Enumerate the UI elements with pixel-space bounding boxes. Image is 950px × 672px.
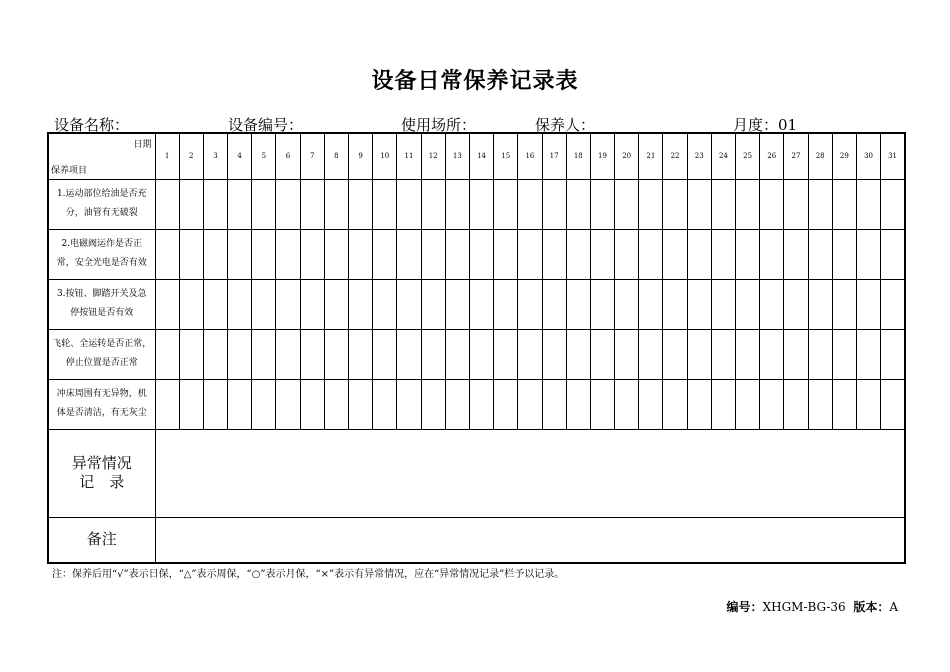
check-cell[interactable] — [566, 229, 590, 279]
check-cell[interactable] — [203, 229, 227, 279]
check-cell[interactable] — [469, 329, 493, 379]
check-cell[interactable] — [881, 329, 905, 379]
check-cell[interactable] — [397, 329, 421, 379]
day-header-10: 10 — [373, 133, 397, 179]
check-cell[interactable] — [324, 179, 348, 229]
check-cell[interactable] — [373, 329, 397, 379]
check-cell[interactable] — [639, 379, 663, 429]
check-cell[interactable] — [590, 179, 614, 229]
check-cell[interactable] — [639, 279, 663, 329]
check-cell[interactable] — [615, 379, 639, 429]
maintainer-label: 保养人： — [535, 116, 596, 134]
check-cell[interactable] — [542, 179, 566, 229]
check-cell[interactable] — [881, 379, 905, 429]
check-cell[interactable] — [784, 229, 808, 279]
check-cell[interactable] — [736, 229, 760, 279]
check-cell[interactable] — [542, 329, 566, 379]
item-row — [48, 179, 905, 229]
check-cell[interactable] — [397, 279, 421, 329]
check-cell[interactable] — [494, 379, 518, 429]
check-cell[interactable] — [711, 279, 735, 329]
day-header-1: 1 — [155, 133, 179, 179]
check-cell[interactable] — [687, 229, 711, 279]
item-row — [48, 379, 905, 429]
day-header-26: 26 — [760, 133, 784, 179]
check-cell[interactable] — [518, 379, 542, 429]
check-cell[interactable] — [300, 329, 324, 379]
check-cell[interactable] — [445, 279, 469, 329]
day-header-19: 19 — [590, 133, 614, 179]
check-cell[interactable] — [276, 229, 300, 279]
check-cell[interactable] — [808, 229, 832, 279]
day-header-27: 27 — [784, 133, 808, 179]
check-cell[interactable] — [155, 179, 179, 229]
check-cell[interactable] — [203, 379, 227, 429]
check-cell[interactable] — [711, 179, 735, 229]
item-label-line: 飞轮、全运转是否正常， — [52, 339, 152, 349]
check-cell[interactable] — [590, 379, 614, 429]
check-cell[interactable] — [179, 279, 203, 329]
check-cell[interactable] — [469, 279, 493, 329]
check-cell[interactable] — [808, 329, 832, 379]
abnormal-label-cell — [48, 429, 155, 517]
item-row — [48, 329, 905, 379]
day-header-24: 24 — [711, 133, 735, 179]
date-header: 日期 — [133, 140, 152, 150]
check-cell[interactable] — [736, 279, 760, 329]
abnormal-label-line2: 记 录 — [79, 473, 125, 491]
check-cell[interactable] — [300, 179, 324, 229]
location-label: 使用场所： — [401, 116, 477, 134]
check-cell[interactable] — [663, 329, 687, 379]
check-cell[interactable] — [711, 329, 735, 379]
check-cell[interactable] — [881, 279, 905, 329]
check-cell[interactable] — [639, 179, 663, 229]
check-cell[interactable] — [349, 179, 373, 229]
item-label-cell — [48, 229, 155, 279]
day-header-30: 30 — [856, 133, 880, 179]
day-header-7: 7 — [300, 133, 324, 179]
remark-label-cell — [48, 517, 155, 563]
check-cell[interactable] — [615, 279, 639, 329]
item-label-cell — [48, 379, 155, 429]
check-cell[interactable] — [324, 229, 348, 279]
day-header-18: 18 — [566, 133, 590, 179]
day-header-29: 29 — [832, 133, 856, 179]
item-label-line: 3.按钮、脚踏开关及急 — [56, 289, 147, 299]
version-value: A — [889, 600, 898, 614]
day-header-23: 23 — [687, 133, 711, 179]
remark-field[interactable] — [155, 517, 905, 563]
day-header-15: 15 — [494, 133, 518, 179]
check-cell[interactable] — [639, 229, 663, 279]
abnormal-row — [48, 429, 905, 517]
check-cell[interactable] — [663, 279, 687, 329]
item-label-line: 2.电磁阀运作是否正 — [61, 239, 143, 249]
check-cell[interactable] — [687, 329, 711, 379]
check-cell[interactable] — [856, 329, 880, 379]
check-cell[interactable] — [711, 379, 735, 429]
version-label: 版本： — [853, 600, 890, 614]
check-cell[interactable] — [566, 179, 590, 229]
check-cell[interactable] — [324, 279, 348, 329]
check-cell[interactable] — [445, 229, 469, 279]
check-cell[interactable] — [494, 279, 518, 329]
check-cell[interactable] — [228, 229, 252, 279]
check-cell[interactable] — [784, 329, 808, 379]
day-header-20: 20 — [615, 133, 639, 179]
check-cell[interactable] — [590, 229, 614, 279]
check-cell[interactable] — [421, 179, 445, 229]
check-cell[interactable] — [615, 179, 639, 229]
legend-note: 注：保养后用“√”表示日保，“△”表示周保，“○”表示月保，“×”表示有异常情况，应在“异常情况记录”栏予以记录。 — [52, 569, 565, 580]
abnormal-record-field[interactable] — [155, 429, 905, 517]
day-header-2: 2 — [179, 133, 203, 179]
check-cell[interactable] — [276, 279, 300, 329]
remark-label: 备注 — [86, 530, 117, 549]
check-cell[interactable] — [856, 179, 880, 229]
day-header-9: 9 — [349, 133, 373, 179]
check-cell[interactable] — [155, 379, 179, 429]
check-cell[interactable] — [445, 179, 469, 229]
check-cell[interactable] — [566, 379, 590, 429]
month-label: 月度：01 — [733, 116, 798, 134]
check-cell[interactable] — [349, 229, 373, 279]
check-cell[interactable] — [349, 329, 373, 379]
check-cell[interactable] — [832, 179, 856, 229]
check-cell[interactable] — [421, 329, 445, 379]
device-number-label: 设备编号： — [228, 116, 304, 134]
check-cell[interactable] — [856, 229, 880, 279]
check-cell[interactable] — [349, 379, 373, 429]
check-cell[interactable] — [784, 379, 808, 429]
document-code — [727, 598, 898, 615]
check-cell[interactable] — [687, 179, 711, 229]
check-cell[interactable] — [832, 379, 856, 429]
check-cell[interactable] — [252, 379, 276, 429]
item-label-cell — [48, 329, 155, 379]
check-cell[interactable] — [203, 329, 227, 379]
item-label-line: 分，油管有无破裂 — [65, 208, 138, 218]
check-cell[interactable] — [760, 179, 784, 229]
check-cell[interactable] — [228, 329, 252, 379]
day-header-11: 11 — [397, 133, 421, 179]
check-cell[interactable] — [881, 179, 905, 229]
item-label-line: 常，安全光电是否有效 — [56, 258, 147, 268]
item-label-line: 停按钮是否有效 — [70, 308, 134, 318]
check-cell[interactable] — [808, 179, 832, 229]
check-cell[interactable] — [856, 379, 880, 429]
check-cell[interactable] — [663, 229, 687, 279]
check-cell[interactable] — [155, 229, 179, 279]
item-label-line: 1.运动部位给油是否充 — [56, 189, 147, 199]
check-cell[interactable] — [663, 379, 687, 429]
day-header-31: 31 — [881, 133, 905, 179]
item-label-line: 冲床周围有无异物，机 — [56, 389, 147, 399]
check-cell[interactable] — [445, 379, 469, 429]
day-header-5: 5 — [252, 133, 276, 179]
day-header-3: 3 — [203, 133, 227, 179]
check-cell[interactable] — [542, 229, 566, 279]
day-header-17: 17 — [542, 133, 566, 179]
check-cell[interactable] — [566, 329, 590, 379]
check-cell[interactable] — [252, 279, 276, 329]
check-cell[interactable] — [179, 229, 203, 279]
check-cell[interactable] — [300, 379, 324, 429]
check-cell[interactable] — [494, 329, 518, 379]
check-cell[interactable] — [276, 329, 300, 379]
check-cell[interactable] — [324, 379, 348, 429]
check-cell[interactable] — [542, 279, 566, 329]
check-cell[interactable] — [276, 179, 300, 229]
code-value: XHGM-BG-36 — [762, 600, 846, 614]
day-header-28: 28 — [808, 133, 832, 179]
day-header-6: 6 — [276, 133, 300, 179]
check-cell[interactable] — [687, 279, 711, 329]
device-name-label: 设备名称： — [54, 116, 130, 134]
check-cell[interactable] — [494, 179, 518, 229]
check-cell[interactable] — [856, 279, 880, 329]
day-header-12: 12 — [421, 133, 445, 179]
item-row — [48, 229, 905, 279]
day-header-16: 16 — [518, 133, 542, 179]
check-cell[interactable] — [760, 279, 784, 329]
check-cell[interactable] — [397, 379, 421, 429]
check-cell[interactable] — [542, 379, 566, 429]
code-label: 编号： — [726, 600, 763, 614]
day-header-13: 13 — [445, 133, 469, 179]
check-cell[interactable] — [397, 229, 421, 279]
check-cell[interactable] — [760, 379, 784, 429]
check-cell[interactable] — [349, 279, 373, 329]
abnormal-label-line1: 异常情况 — [71, 454, 132, 472]
check-cell[interactable] — [469, 179, 493, 229]
item-label-line: 停止位置是否正常 — [65, 358, 138, 368]
check-cell[interactable] — [276, 379, 300, 429]
check-cell[interactable] — [373, 229, 397, 279]
check-cell[interactable] — [469, 379, 493, 429]
check-cell[interactable] — [639, 329, 663, 379]
check-cell[interactable] — [736, 179, 760, 229]
check-cell[interactable] — [228, 379, 252, 429]
check-cell[interactable] — [324, 329, 348, 379]
check-cell[interactable] — [566, 279, 590, 329]
check-cell[interactable] — [736, 379, 760, 429]
day-header-14: 14 — [469, 133, 493, 179]
check-cell[interactable] — [760, 229, 784, 279]
day-header-22: 22 — [663, 133, 687, 179]
check-cell[interactable] — [736, 329, 760, 379]
check-cell[interactable] — [228, 179, 252, 229]
check-cell[interactable] — [373, 379, 397, 429]
check-cell[interactable] — [687, 379, 711, 429]
check-cell[interactable] — [179, 379, 203, 429]
check-cell[interactable] — [784, 279, 808, 329]
check-cell[interactable] — [397, 179, 421, 229]
remark-row — [48, 517, 905, 563]
check-cell[interactable] — [615, 329, 639, 379]
check-cell[interactable] — [881, 229, 905, 279]
check-cell[interactable] — [518, 279, 542, 329]
item-label-cell — [48, 179, 155, 229]
check-cell[interactable] — [518, 329, 542, 379]
check-cell[interactable] — [832, 279, 856, 329]
check-cell[interactable] — [808, 379, 832, 429]
item-label-line: 体是否清洁，有无灰尘 — [56, 408, 147, 418]
check-cell[interactable] — [155, 279, 179, 329]
check-cell[interactable] — [590, 279, 614, 329]
check-cell[interactable] — [252, 329, 276, 379]
check-cell[interactable] — [808, 279, 832, 329]
check-cell[interactable] — [663, 179, 687, 229]
check-cell[interactable] — [155, 329, 179, 379]
check-cell[interactable] — [518, 229, 542, 279]
day-header-8: 8 — [324, 133, 348, 179]
check-cell[interactable] — [832, 229, 856, 279]
check-cell[interactable] — [832, 329, 856, 379]
check-cell[interactable] — [300, 229, 324, 279]
check-cell[interactable] — [373, 179, 397, 229]
check-cell[interactable] — [469, 229, 493, 279]
check-cell[interactable] — [494, 229, 518, 279]
check-cell[interactable] — [518, 179, 542, 229]
item-row — [48, 279, 905, 329]
check-cell[interactable] — [252, 229, 276, 279]
day-header-21: 21 — [639, 133, 663, 179]
check-cell[interactable] — [228, 279, 252, 329]
page-title: 设备日常保养记录表 — [371, 69, 579, 94]
check-cell[interactable] — [615, 229, 639, 279]
check-cell[interactable] — [711, 229, 735, 279]
item-header: 保养项目 — [51, 165, 88, 176]
check-cell[interactable] — [203, 179, 227, 229]
header-row — [48, 133, 905, 179]
check-cell[interactable] — [590, 329, 614, 379]
check-cell[interactable] — [421, 229, 445, 279]
check-cell[interactable] — [179, 179, 203, 229]
item-label-cell — [48, 279, 155, 329]
maintenance-table — [47, 132, 906, 564]
check-cell[interactable] — [784, 179, 808, 229]
check-cell[interactable] — [760, 329, 784, 379]
corner-cell — [48, 133, 155, 179]
check-cell[interactable] — [421, 379, 445, 429]
check-cell[interactable] — [445, 329, 469, 379]
day-header-4: 4 — [228, 133, 252, 179]
check-cell[interactable] — [300, 279, 324, 329]
check-cell[interactable] — [179, 329, 203, 379]
check-cell[interactable] — [203, 279, 227, 329]
day-header-25: 25 — [736, 133, 760, 179]
check-cell[interactable] — [373, 279, 397, 329]
check-cell[interactable] — [252, 179, 276, 229]
check-cell[interactable] — [421, 279, 445, 329]
